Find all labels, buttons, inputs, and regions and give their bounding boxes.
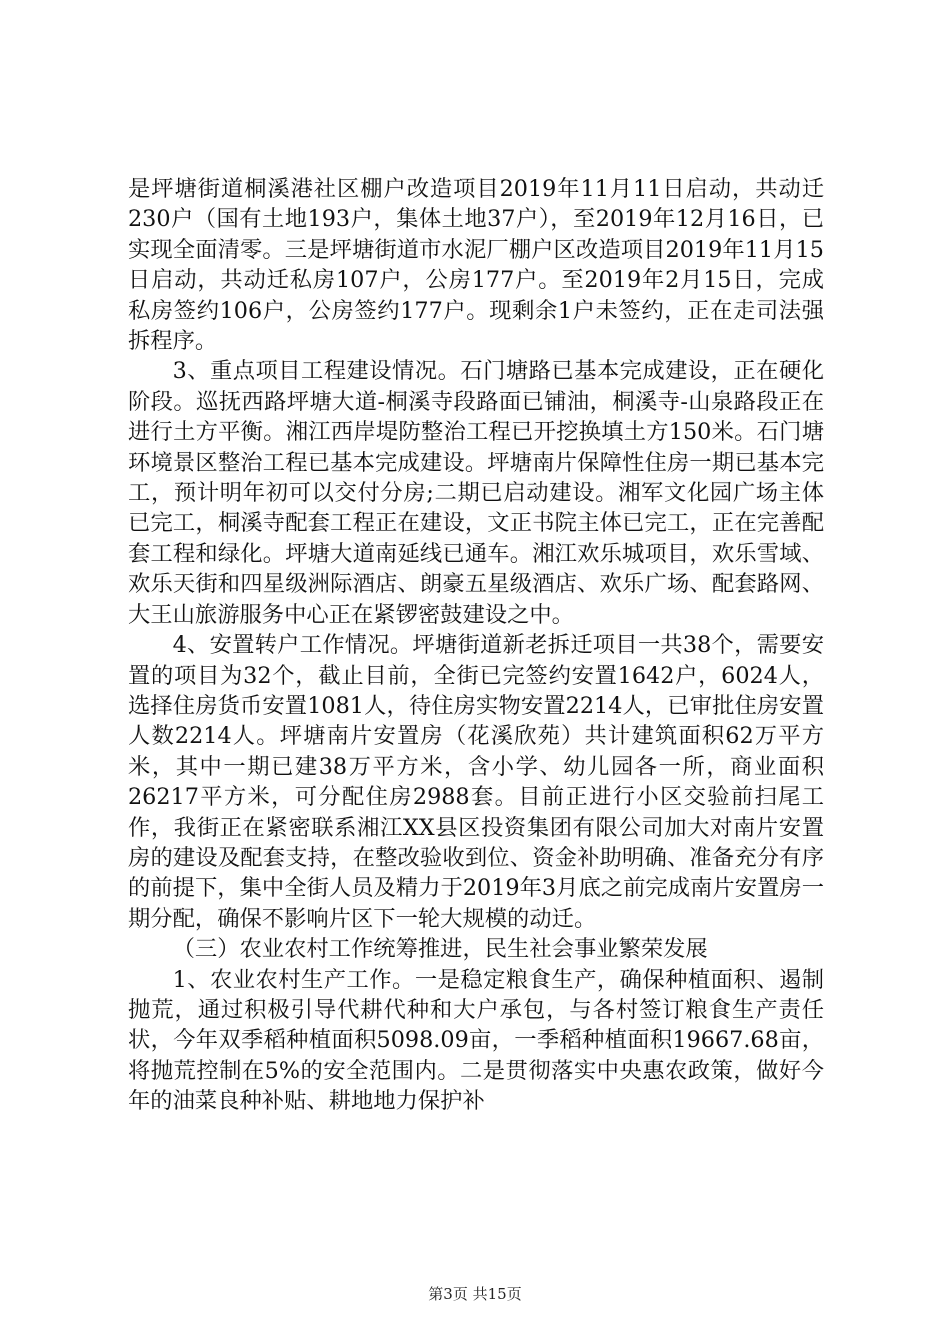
- paragraph: 4、安置转户工作情况。坪塘街道新老拆迁项目一共38个，需要安置的项目为32个，截止目前，全街已完签约安置1642户，6024人，选择住房货币安置1081人，待住房实物安置2214人，已审批住房安置人数2214人。坪塘南片安置房（花溪欣苑）共计建筑面积62万平方米，其中一期已建38万平方米，含小学、幼儿园各一所，商业面积26217平方米，可分配住房2988套。目前正进行小区交验前扫尾工作，我街正在紧密联系湘江XX县区投资集团有限公司加大对南片安置房的建设及配套支持，在整改验收到位、资金补助明确、准备充分有序的前提下，集中全街人员及精力于2019年3月底之前完成南片安置房一期分配，确保不影响片区下一轮大规模的动迁。: [128, 632, 824, 932]
- paragraph: 3、重点项目工程建设情况。石门塘路已基本完成建设，正在硬化阶段。巡抚西路坪塘大道-桐溪寺段路面已铺油，桐溪寺-山泉路段正在进行土方平衡。湘江西岸堤防整治工程已开挖换填土方150米。石门塘环境景区整治工程已基本完成建设。坪塘南片保障性住房一期已基本完工，预计明年初可以交付分房;二期已启动建设。湘军文化园广场主体已完工，桐溪寺配套工程正在建设，文正书院主体已完工，正在完善配套工程和绿化。坪塘大道南延线已通车。湘江欢乐城项目，欢乐雪域、欢乐天街和四星级洲际酒店、朗豪五星级酒店、欢乐广场、配套路网、大王山旅游服务中心正在紧锣密鼓建设之中。: [128, 358, 824, 628]
- paragraph: 是坪塘街道桐溪港社区棚户改造项目2019年11月11日启动，共动迁230户（国有土地193户，集体土地37户），至2019年12月16日，已实现全面清零。三是坪塘街道市水泥厂棚户区改造项目2019年11月15日启动，共动迁私房107户，公房177户。至2019年2月15日，完成私房签约106户，公房签约177户。现剩余1户未签约，正在走司法强拆程序。: [128, 176, 824, 355]
- section-heading: （三）农业农村工作统筹推进，民生社会事业繁荣发展: [172, 936, 708, 963]
- page-footer: 第3页 共15页: [428, 1285, 522, 1303]
- document-body: [128, 174, 824, 1117]
- paragraph: 1、农业农村生产工作。一是稳定粮食生产，确保种植面积、遏制抛荒，通过积极引导代耕代种和大户承包，与各村签订粮食生产责任状，今年双季稻种植面积5098.09亩，一季稻种植面积19667.68亩，将抛荒控制在5%的安全范围内。二是贯彻落实中央惠农政策，做好今年的油菜良种补贴、耕地地力保护补: [128, 966, 824, 1115]
